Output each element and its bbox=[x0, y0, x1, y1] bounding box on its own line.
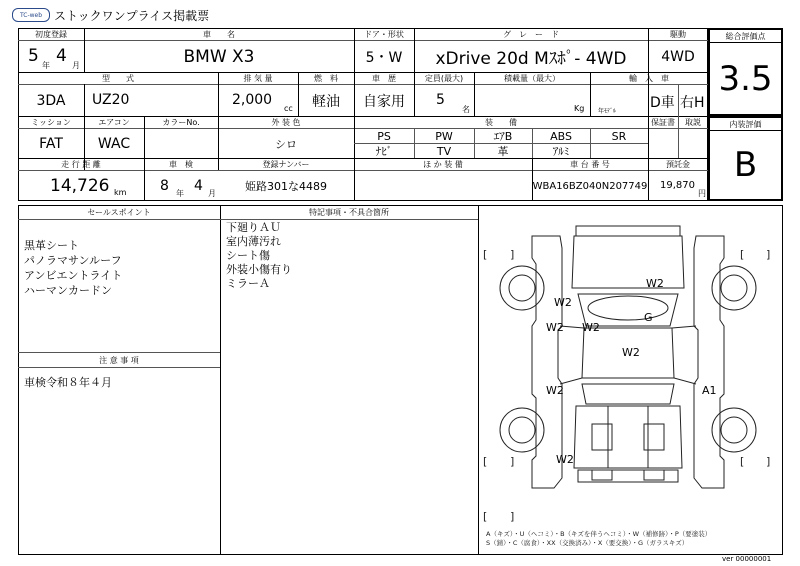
damage-legend bbox=[486, 530, 711, 548]
displacement-header: 排 気 量 bbox=[243, 73, 273, 83]
cautions-list bbox=[24, 374, 112, 390]
page-title: ストックワンプライス掲載票 bbox=[54, 9, 210, 23]
bracket-fl: [ bbox=[483, 248, 488, 261]
overall-score-header: 総合評価点 bbox=[725, 31, 766, 41]
equip-navi: ﾅﾋﾞ bbox=[375, 145, 393, 158]
car-name: BMW X3 bbox=[183, 46, 255, 67]
load-header: 積載量（最大） bbox=[504, 73, 560, 83]
sales-point: パノラマサンルーフ bbox=[24, 254, 122, 267]
year-unit: 年 bbox=[42, 61, 50, 70]
note-item: 外装小傷有り bbox=[226, 263, 292, 276]
front-glass bbox=[588, 296, 668, 320]
plate-value: 姫路301な4489 bbox=[245, 180, 327, 193]
note-item: 室内薄汚れ bbox=[226, 235, 281, 248]
damage-mark: G bbox=[644, 311, 653, 324]
equip-sr: SR bbox=[611, 129, 627, 143]
grade-header: グ レ ー ド bbox=[503, 29, 559, 39]
legend-line: A（キズ）・U（ヘコミ）・B（キズを伴うヘコミ）・W（補修跡）・P（要塗装） bbox=[486, 530, 712, 538]
mileage-header: 走 行 距 離 bbox=[61, 159, 101, 169]
equip-ps: PS bbox=[377, 129, 391, 143]
insp-month-unit: 月 bbox=[208, 189, 216, 198]
sales-points-header: セールスポイント bbox=[87, 207, 151, 217]
equip-alloy: ｱﾙﾐ bbox=[552, 145, 570, 158]
rear-left-wheel bbox=[500, 408, 544, 452]
logo: TC-web bbox=[12, 8, 50, 22]
damage-mark: W2 bbox=[556, 453, 574, 466]
first-reg-month: 4 bbox=[56, 46, 67, 66]
bracket-legend-close: ] bbox=[510, 510, 515, 523]
drive-value: 4WD bbox=[661, 48, 695, 65]
plate-header: 登録ナンバー bbox=[262, 159, 310, 169]
sales-point: アンビエントライト bbox=[24, 269, 123, 282]
recycle-header: 預託金 bbox=[666, 159, 690, 169]
model-prefix: 3DA bbox=[36, 92, 66, 109]
ac-header: エアコン bbox=[98, 117, 130, 127]
trunk bbox=[574, 406, 682, 468]
handle-position: 右H bbox=[680, 95, 705, 111]
mission-header: ミッション bbox=[31, 117, 71, 127]
notes-list bbox=[226, 221, 292, 291]
fuel-value: 軽油 bbox=[312, 93, 340, 110]
grade-value: xDrive 20d Mｽﾎﾟ- 4WD bbox=[435, 49, 627, 69]
sales-points-list bbox=[24, 238, 122, 298]
notes-header: 特記事項・不具合箇所 bbox=[309, 207, 389, 217]
import-header: 輸 入 車 bbox=[629, 73, 669, 83]
person-unit: 名 bbox=[462, 105, 470, 114]
interior-score-value: B bbox=[733, 145, 758, 185]
import-type: D車 bbox=[650, 95, 675, 111]
other-equipment-header: ほ か 装 備 bbox=[423, 159, 463, 169]
kg-unit: Kg bbox=[574, 104, 585, 113]
door-shape: 5・W bbox=[365, 49, 403, 66]
yen-unit: 円 bbox=[698, 189, 706, 198]
chassis-value: WBA16BZ040N207749 bbox=[532, 180, 648, 192]
equip-pw: PW bbox=[435, 129, 453, 143]
damage-mark: W2 bbox=[554, 296, 572, 309]
warranty-header: 保証書 bbox=[651, 117, 675, 127]
door-header: ドア・形状 bbox=[364, 29, 404, 39]
overall-score-value: 3.5 bbox=[718, 58, 773, 99]
insp-year-unit: 年 bbox=[176, 189, 184, 198]
bracket-fr: [ bbox=[740, 248, 745, 261]
capacity-header: 定員(最大) bbox=[424, 73, 464, 83]
name-header: 車 名 bbox=[203, 29, 235, 39]
damage-mark: A1 bbox=[702, 384, 717, 397]
equipment-header: 装 備 bbox=[485, 117, 517, 127]
drive-header: 駆動 bbox=[670, 29, 686, 39]
equip-tv: TV bbox=[436, 144, 452, 158]
model-value: UZ20 bbox=[92, 92, 130, 108]
front-bumper bbox=[576, 226, 680, 236]
equip-abs: ABS bbox=[550, 129, 572, 143]
bracket-rr-close: ] bbox=[766, 455, 771, 468]
damage-mark: W2 bbox=[582, 321, 600, 334]
inspection-year: 8 bbox=[160, 178, 169, 194]
model-header: 型 式 bbox=[102, 73, 134, 83]
fuel-header: 燃 料 bbox=[314, 73, 338, 83]
rear-right-wheel bbox=[712, 408, 756, 452]
hood bbox=[572, 236, 684, 288]
displacement-value: 2,000 bbox=[232, 92, 273, 108]
front-left-wheel bbox=[500, 266, 544, 310]
sales-point: 黒革シート bbox=[24, 239, 79, 252]
damage-mark: W2 bbox=[622, 346, 640, 359]
cc-unit: cc bbox=[284, 104, 293, 113]
inspection-month: 4 bbox=[194, 178, 203, 194]
bracket-rl-close: ] bbox=[510, 455, 515, 468]
capacity-value: 5 bbox=[436, 92, 445, 108]
version-label: ver 00000001 bbox=[722, 555, 772, 563]
ac-value: WAC bbox=[97, 135, 131, 152]
history-value: 自家用 bbox=[363, 93, 405, 110]
bracket-fr-close: ] bbox=[766, 248, 771, 261]
note-item: ミラーＡ bbox=[226, 277, 270, 290]
interior-score-header: 内装評価 bbox=[729, 119, 762, 129]
exterior-color-value: シロ bbox=[275, 137, 297, 151]
legend-line: S（錆）・C（腐食）・XX（交換済み）・X（要交換）・G（ガラスキズ） bbox=[486, 539, 689, 547]
caution-item: 車検令和８年４月 bbox=[24, 376, 112, 389]
car-damage-diagram bbox=[480, 208, 780, 528]
inspection-header: 車 検 bbox=[169, 159, 193, 169]
mission-value: FAT bbox=[39, 135, 63, 152]
damage-mark: W2 bbox=[546, 321, 564, 334]
cautions-header: 注 意 事 項 bbox=[99, 355, 139, 365]
note-item: 下廻りＡＵ bbox=[226, 221, 281, 234]
bracket-legend: [ bbox=[483, 510, 488, 523]
bracket-fl-close: ] bbox=[510, 248, 515, 261]
km-unit: km bbox=[114, 188, 127, 197]
manual-header: 取説 bbox=[685, 117, 701, 127]
note-item: シート傷 bbox=[226, 249, 270, 262]
front-right-wheel bbox=[712, 266, 756, 310]
bracket-rr: [ bbox=[740, 455, 745, 468]
damage-mark: W2 bbox=[646, 277, 664, 290]
left-side-body bbox=[532, 236, 562, 488]
history-header: 車 歴 bbox=[372, 73, 396, 83]
color-no-header: カラーNo. bbox=[162, 117, 200, 127]
mileage-value: 14,726 bbox=[50, 176, 110, 196]
bracket-rl: [ bbox=[483, 455, 488, 468]
month-unit: 月 bbox=[72, 61, 80, 70]
sales-point: ハーマンカードン bbox=[24, 284, 112, 297]
equip-airbag: ｴｱB bbox=[493, 130, 513, 143]
first-reg-year: 5 bbox=[28, 46, 39, 66]
damage-mark: W2 bbox=[546, 384, 564, 397]
equip-leather: 革 bbox=[497, 145, 509, 158]
exterior-color-header: 外 装 色 bbox=[271, 117, 301, 127]
right-side-body bbox=[694, 236, 724, 488]
rear-glass bbox=[582, 384, 674, 404]
chassis-header: 車 台 番 号 bbox=[570, 159, 610, 169]
model-year-unit: 年ﾓﾃﾞﾙ bbox=[598, 108, 617, 115]
first-reg-header: 初度登録 bbox=[35, 29, 67, 39]
recycle-value: 19,870 bbox=[660, 180, 695, 191]
